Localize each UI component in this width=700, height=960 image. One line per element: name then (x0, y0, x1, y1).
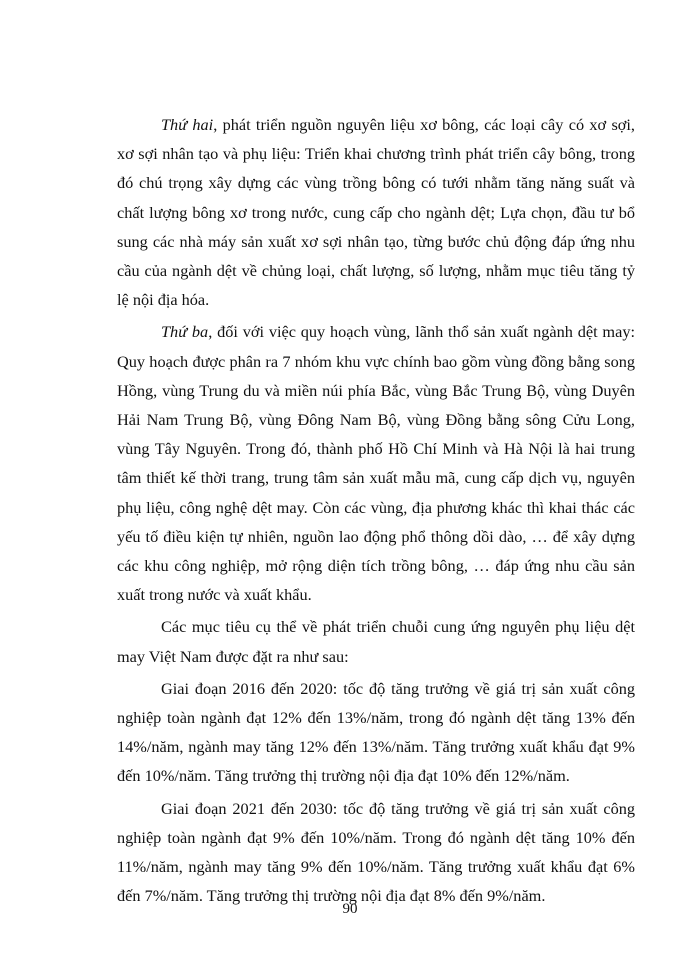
paragraph-period-2016-2020 (117, 674, 635, 791)
paragraph-period-2021-2030 (117, 794, 635, 911)
paragraph-lead-italic: Thứ hai (161, 115, 214, 134)
paragraph-text: , đối với việc quy hoạch vùng, lãnh thổ sản xuất ngành dệt may: Quy hoạch được phân ra 7 nhóm khu vực chính bao gồm vùng đồng bằng song Hồng, vùng Trung du và miền núi phía Bắc, vùng Bắc Trung Bộ, vùng Duyên Hải Nam Trung Bộ, vùng Đông Nam Bộ, vùng Đồng bằng sông Cửu Long, vùng Tây Nguyên. Trong đó, thành phố Hồ Chí Minh và Hà Nội là hai trung tâm thiết kế thời trang, trung tâm sản xuất mẫu mã, cung cấp dịch vụ, nguyên phụ liệu, công nghệ dệt may. Còn các vùng, địa phương khác thì khai thác các yếu tố điều kiện tự nhiên, nguồn lao động phổ thông dồi dào, … để xây dựng các khu công nghiệp, mở rộng diện tích trồng bông, … đáp ứng nhu cầu sản xuất trong nước và xuất khẩu. (117, 322, 635, 605)
page-number: 90 (342, 901, 358, 917)
paragraph-text: Giai đoạn 2016 đến 2020: tốc độ tăng trưởng về giá trị sản xuất công nghiệp toàn ngành đạt 12% đến 13%/năm, trong đó ngành dệt tăng 13% đến 14%/năm, ngành may tăng 12% đến 13%/năm. Tăng trưởng xuất khẩu đạt 9% đến 10%/năm. Tăng trưởng thị trường nội địa đạt 10% đến 12%/năm. (117, 678, 635, 786)
paragraph-text: Giai đoạn 2021 đến 2030: tốc độ tăng trưởng về giá trị sản xuất công nghiệp toàn ngành đạt 9% đến 10%/năm. Trong đó ngành dệt tăng 10% đến 11%/năm, ngành may tăng 9% đến 10%/năm. Tăng trưởng xuất khẩu đạt 6% đến 7%/năm. Tăng trưởng thị trường nội địa đạt 8% đến 9%/năm. (117, 798, 635, 906)
paragraph-objectives-intro (117, 612, 635, 670)
paragraph-second-point (117, 110, 635, 314)
body-text (117, 110, 635, 913)
paragraph-third-point (117, 317, 635, 609)
paragraph-text: , phát triển nguồn nguyên liệu xơ bông, các loại cây có xơ sợi, xơ sợi nhân tạo và phụ liệu: Triển khai chương trình phát triển cây bông, trong đó chú trọng xây dựng các vùng trồng bông có tưới nhằm tăng năng suất và chất lượng bông xơ trong nước, cung cấp cho ngành dệt; Lựa chọn, đầu tư bổ sung các nhà máy sản xuất xơ sợi nhân tạo, từng bước chủ động đáp ứng nhu cầu của ngành dệt về chủng loại, chất lượng, số lượng, nhằm mục tiêu tăng tỷ lệ nội địa hóa. (117, 115, 636, 310)
paragraph-lead-italic: Thứ ba (161, 322, 209, 342)
paragraph-text: Các mục tiêu cụ thể về phát triển chuỗi cung ứng nguyên phụ liệu dệt may Việt Nam được đặt ra như sau: (117, 617, 635, 666)
